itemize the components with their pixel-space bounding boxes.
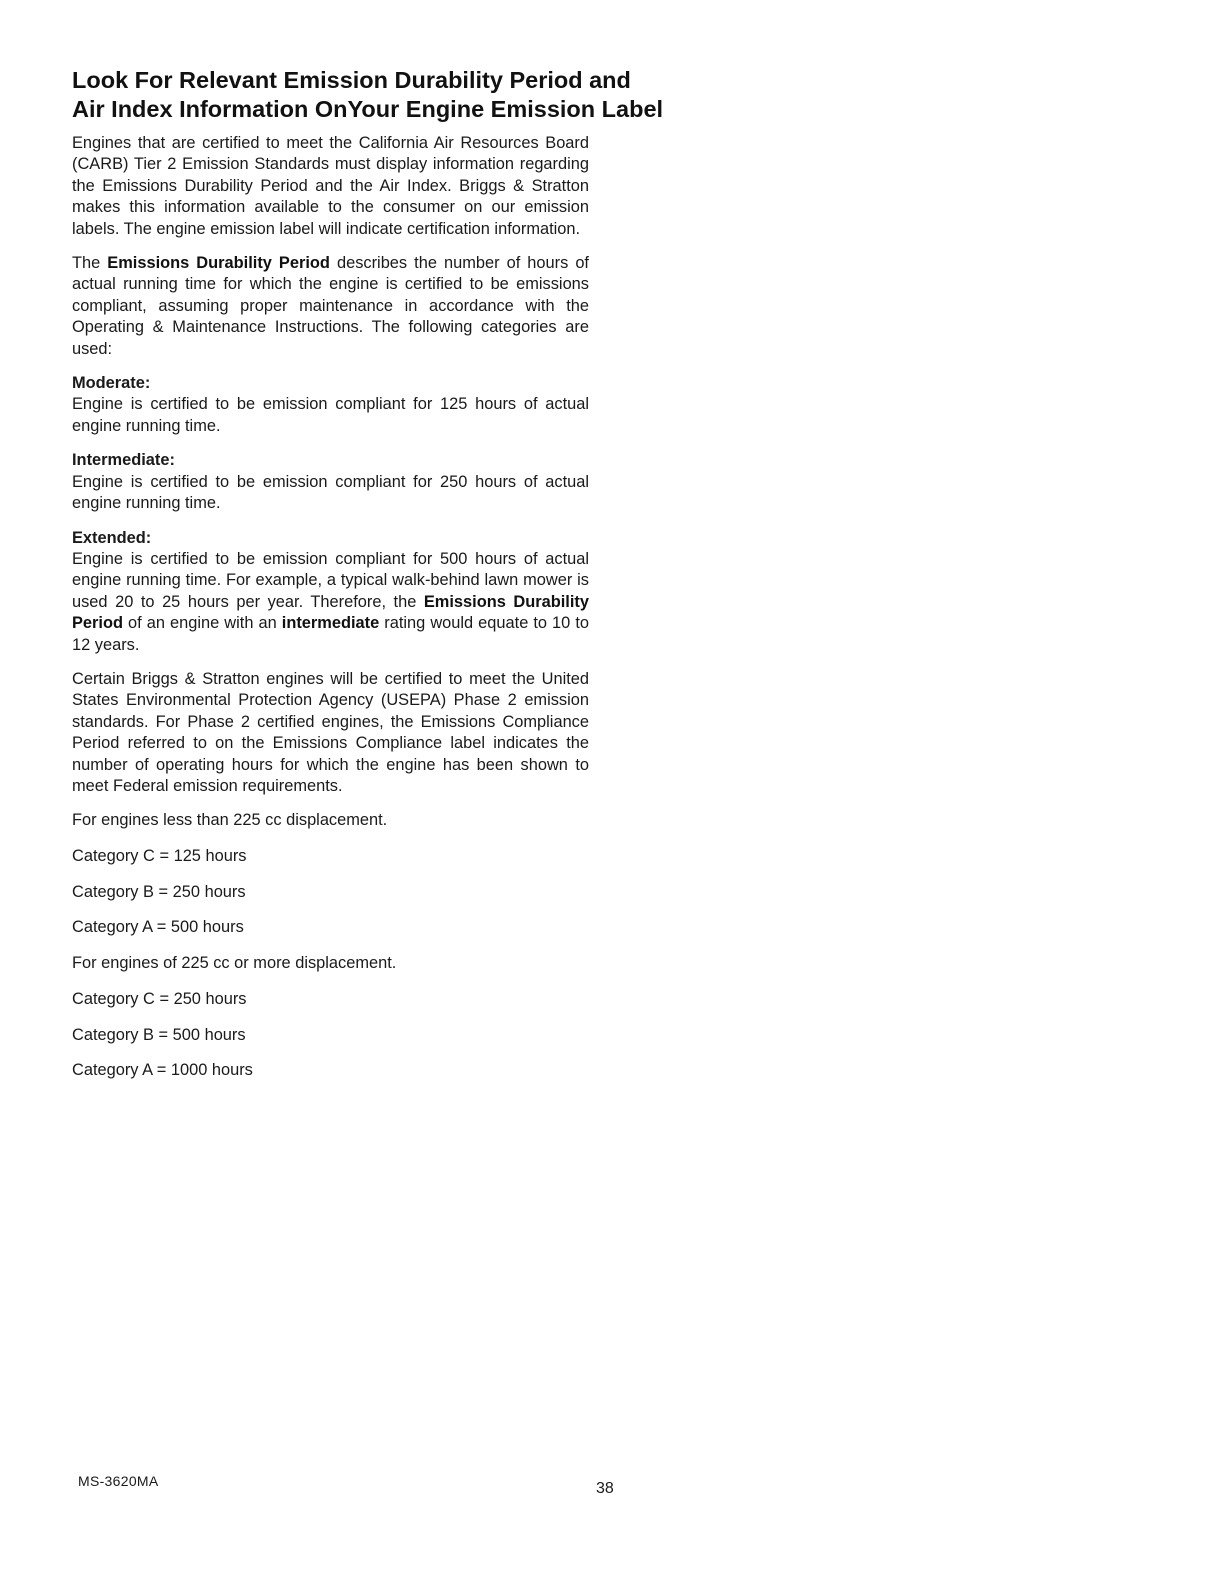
large-category-a: Category A = 1000 hours: [72, 1061, 253, 1080]
extended-text-2: of an engine with an: [123, 614, 282, 633]
extended-section: [72, 528, 592, 656]
page-number: 38: [596, 1480, 614, 1497]
usepa-paragraph: Certain Briggs & Stratton engines will be certified to meet the United States Environmental Protection Agency (USEPA) Phase 2 emission standards. For Phase 2 certified engines, the Emissions Compliance Period referred to on the Emissions Compliance label indicates the number of operating hours for which the engine has been shown to meet Federal emission requirements.: [72, 669, 589, 795]
large-engines-heading: For engines of 225 cc or more displacement.: [72, 954, 397, 973]
moderate-heading: Moderate:: [72, 374, 151, 393]
small-category-b: Category B = 250 hours: [72, 882, 246, 901]
extended-heading: Extended:: [72, 528, 152, 547]
page-title: [72, 66, 692, 124]
moderate-text: Engine is certified to be emission compliant for 125 hours of actual engine running time.: [72, 395, 589, 435]
durability-text-pre: The: [72, 254, 108, 273]
extended-text-1: Engine is certified to be emission compliant for 500 hours of actual engine running time. For example, a typical walk-behind lawn mower is used 20 to 25 hours per year. Therefore, the: [72, 549, 589, 611]
intermediate-heading: Intermediate:: [72, 451, 175, 470]
durability-term: Emissions Durability Period: [107, 254, 330, 273]
durability-paragraph: [72, 253, 589, 360]
small-category-c: Category C = 125 hours: [72, 847, 247, 866]
small-engines-heading: For engines less than 225 cc displacement.: [72, 811, 388, 830]
document-code: MS-3620MA: [78, 1473, 159, 1489]
document-body: [72, 66, 664, 1096]
large-category-b: Category B = 500 hours: [72, 1025, 246, 1044]
intro-paragraph: Engines that are certified to meet the California Air Resources Board (CARB) Tier 2 Emission Standards must display information regarding the Emissions Durability Period and the Air Index. Briggs & Stratton makes this information available to the consumer on our emission labels. The engine emission label will indicate certification information.: [72, 134, 589, 238]
title-line-2: Air Index Information OnYour Engine Emission Label: [72, 96, 664, 122]
title-line-1: Look For Relevant Emission Durability Period and: [72, 67, 631, 93]
durability-text-post: describes the number of hours of actual running time for which the engine is certified to be emissions compliant, assuming proper maintenance in accordance with the Operating & Maintenance Instructions. The following categories are used:: [72, 254, 589, 358]
small-category-a: Category A = 500 hours: [72, 918, 244, 937]
intermediate-text: Engine is certified to be emission compliant for 250 hours of actual engine running time.: [72, 472, 589, 513]
extended-text-3: rating would equate to 10 to 12 years.: [72, 614, 590, 654]
large-category-c: Category C = 250 hours: [72, 989, 247, 1008]
extended-bold-1: Emissions Durability Period: [72, 592, 589, 633]
intermediate-section: [72, 450, 592, 514]
extended-bold-2: intermediate: [281, 614, 380, 633]
extended-text: [72, 549, 589, 656]
moderate-section: [72, 373, 592, 437]
